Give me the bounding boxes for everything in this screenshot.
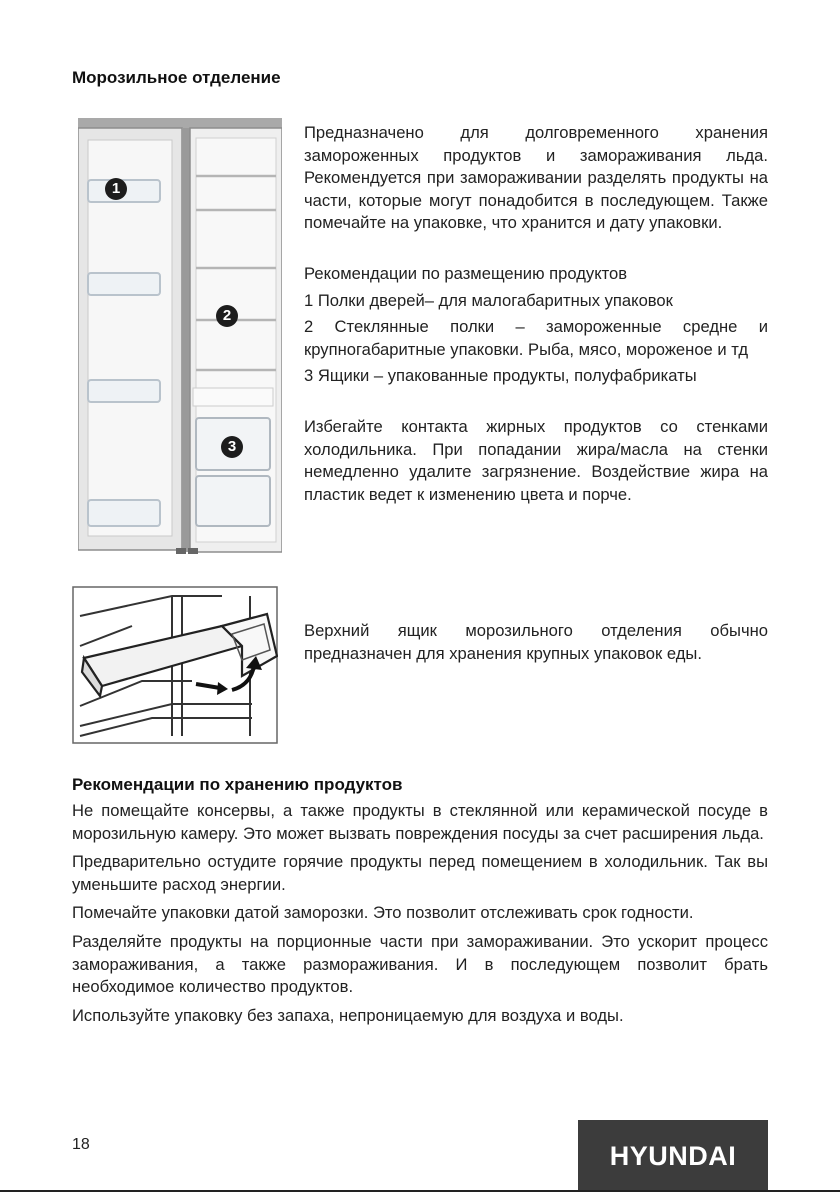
drawer-removal-illustration (72, 586, 278, 744)
placement-heading: Рекомендации по размещению продуктов (304, 263, 628, 283)
freezer-illustration (78, 118, 282, 554)
storage-paragraph: Не помещайте консервы, а также продукты в стеклянной или керамической посуде в морозильную камеру. Это может вызвать повреждения посуды за счет расширения льда. (72, 801, 768, 843)
storage-text (72, 800, 768, 1033)
section-title: Морозильное отделение (72, 68, 281, 87)
placement-item: 2 Стеклянные полки – замороженные средне и крупногабаритные упаковки. Рыба, мясо, мороженое и тд (304, 317, 768, 359)
placement-item: 1 Полки дверей– для малогабаритных упаковок (304, 290, 673, 310)
badge-glass-shelves: 2 (216, 305, 238, 327)
storage-title: Рекомендации по хранению продуктов (72, 775, 403, 794)
badge-door-shelves: 1 (105, 178, 127, 200)
badge-drawers: 3 (221, 436, 243, 458)
right-column-text (304, 122, 768, 512)
page-number: 18 (72, 1136, 90, 1153)
drawer-note: Верхний ящик морозильного отделения обычно предназначен для хранения крупных упаковок еды. (304, 621, 768, 663)
placement-item: 3 Ящики – упакованные продукты, полуфабрикаты (304, 366, 697, 386)
storage-paragraph: Помечайте упаковки датой заморозки. Это позволит отслеживать срок годности. (72, 903, 694, 923)
storage-paragraph: Предварительно остудите горячие продукты перед помещением в холодильник. Так вы уменьшите расход энергии. (72, 852, 768, 894)
warning-paragraph: Избегайте контакта жирных продуктов со стенками холодильника. При попадании жира/масла на стенки немедленно удалите загрязнение. Воздействие жира на пластик ведет к изменению цвета и порче. (304, 416, 768, 504)
storage-paragraph: Разделяйте продукты на порционные части при замораживании. Это ускорит процесс замораживания, а также размораживания. И в последующем позволит брать необходимое количество продуктов. (72, 931, 768, 997)
storage-paragraph: Используйте упаковку без запаха, непроницаемую для воздуха и воды. (72, 1005, 624, 1025)
intro-paragraph: Предназначено для долговременного хранения замороженных продуктов и замораживания льда. Рекомендуется при замораживании разделять продукты на части, которые могут понадобится в последующем. Также помечайте на упаковке, что хранится и дату упаковки. (304, 123, 768, 233)
brand-logo-text: HYUNDAI (609, 1141, 737, 1171)
brand-logo (578, 1120, 768, 1192)
